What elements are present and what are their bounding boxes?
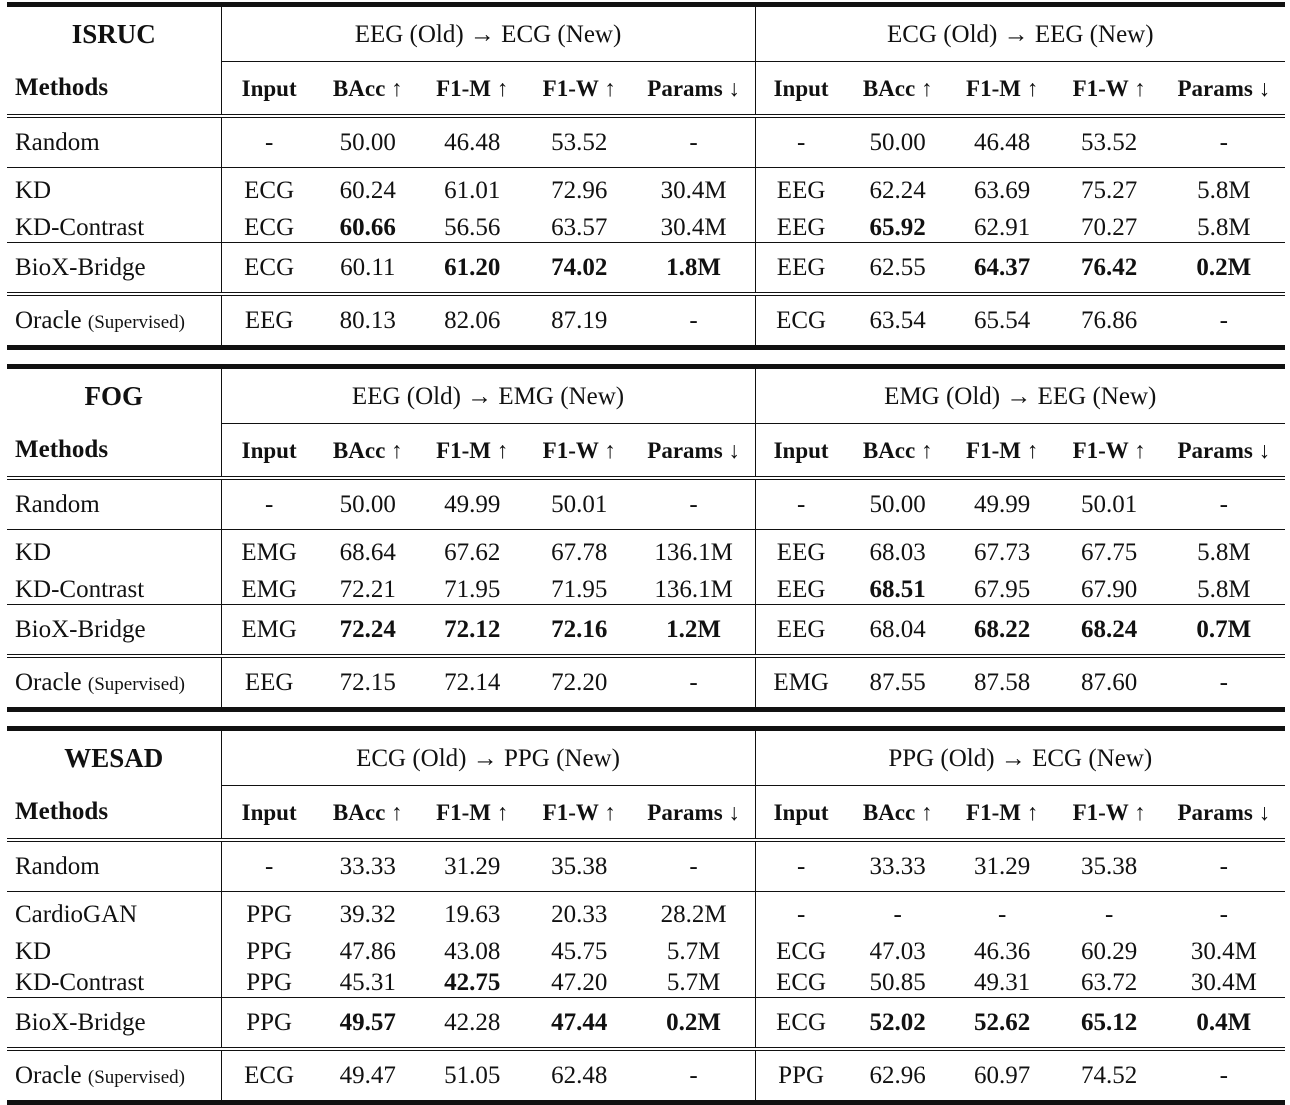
table-cell: EMG <box>221 605 317 657</box>
column-header: Input <box>221 786 317 841</box>
method-note: (Supervised) <box>87 1067 185 1088</box>
table-cell: 49.31 <box>974 968 1031 996</box>
table-cell: 64.37 <box>949 243 1056 295</box>
table-cell: 47.44 <box>526 998 633 1050</box>
row-oracle <box>7 1049 1285 1103</box>
transfer-direction-header: EMG (Old) → EEG (New) <box>755 367 1285 424</box>
table-cell: 31.29 <box>949 840 1056 892</box>
table-cell: 67.73 <box>949 530 1056 575</box>
table-cell: 67.75 <box>1056 530 1163 575</box>
column-header: Params ↓ <box>1177 799 1271 825</box>
method-label: KD <box>15 176 52 204</box>
table-cell: EEG <box>755 574 847 605</box>
table-cell: - <box>847 892 949 937</box>
table-cell: PPG <box>221 892 317 937</box>
table-cell: - <box>1163 478 1285 530</box>
table-cell: 51.05 <box>419 1049 526 1103</box>
method-name <box>7 530 221 575</box>
transfer-direction-header: EEG (Old) → EMG (New) <box>221 367 755 424</box>
table-cell: 52.62 <box>949 998 1056 1050</box>
table-cell: 49.99 <box>949 478 1056 530</box>
method-name <box>7 478 221 530</box>
table-cell: 67.90 <box>1081 575 1138 603</box>
table-cell: 72.14 <box>419 656 526 710</box>
methods-header: Methods <box>15 798 109 826</box>
table-cell: 33.33 <box>847 840 949 892</box>
table-cell: 45.31 <box>339 968 396 996</box>
table-cell: 136.1M <box>633 530 755 575</box>
row-baseline <box>7 212 1285 243</box>
column-header: BAcc ↑ <box>862 75 933 101</box>
table-cell: 62.91 <box>974 213 1031 241</box>
table-cell: ECG <box>755 294 847 348</box>
table-cell: 56.56 <box>444 213 501 241</box>
table-cell: - <box>755 840 847 892</box>
table-cell: 60.97 <box>949 1049 1056 1103</box>
table-cell: - <box>1163 840 1285 892</box>
method-name <box>7 936 221 967</box>
table-cell: 39.32 <box>317 892 419 937</box>
table-cell: 65.12 <box>1056 998 1163 1050</box>
table-cell: - <box>949 892 1056 937</box>
column-header: BAcc ↑ <box>332 75 403 101</box>
table-cell: 71.95 <box>551 575 608 603</box>
table-cell: - <box>1163 656 1285 710</box>
dataset-name: WESAD <box>7 729 221 786</box>
table-cell: 63.54 <box>847 294 949 348</box>
table-cell: 67.95 <box>974 575 1031 603</box>
table-cell: PPG <box>221 998 317 1050</box>
table-cell: 68.22 <box>949 605 1056 657</box>
table-cell: - <box>755 892 847 937</box>
table-cell: 72.16 <box>526 605 633 657</box>
table-cell: 80.13 <box>317 294 419 348</box>
column-header: F1-W ↑ <box>1072 799 1146 825</box>
table-cell: 72.21 <box>339 575 396 603</box>
table-cell: 72.20 <box>526 656 633 710</box>
column-header: Params ↓ <box>647 799 740 825</box>
table-cell: EEG <box>755 530 847 575</box>
method-name <box>7 967 221 998</box>
method-name <box>7 840 221 892</box>
table-cell: 50.01 <box>1056 478 1163 530</box>
header-row-columns <box>7 424 1285 479</box>
table-cell: 5.8M <box>1197 575 1251 603</box>
column-header: F1-M ↑ <box>436 437 509 463</box>
table-cell: 50.85 <box>869 968 926 996</box>
method-label: BioX-Bridge <box>15 254 146 281</box>
table-cell: - <box>633 1049 755 1103</box>
method-name <box>7 574 221 605</box>
method-name <box>7 605 221 657</box>
table-cell: - <box>1163 892 1285 937</box>
methods-header: Methods <box>15 436 109 464</box>
transfer-direction-header: ECG (Old) → PPG (New) <box>221 729 755 786</box>
header-row-groups <box>7 367 1285 424</box>
table-cell: PPG <box>755 1049 847 1103</box>
method-name <box>7 212 221 243</box>
table-cell: 46.36 <box>974 938 1031 965</box>
methods-header: Methods <box>15 74 109 102</box>
table-cell: ECG <box>221 243 317 295</box>
column-header: F1-M ↑ <box>436 75 509 101</box>
table-cell: PPG <box>221 967 317 998</box>
table-cell: 49.99 <box>419 478 526 530</box>
table-cell: - <box>221 116 317 168</box>
table-cell: 87.60 <box>1056 656 1163 710</box>
table-cell: ECG <box>221 1049 317 1103</box>
table-cell: 68.24 <box>1056 605 1163 657</box>
table-cell: 50.00 <box>847 478 949 530</box>
header-row-groups <box>7 729 1285 786</box>
table-cell: 70.27 <box>1081 213 1138 241</box>
table-cell: 52.02 <box>847 998 949 1050</box>
table-cell: ECG <box>221 212 317 243</box>
table-cell: 43.08 <box>444 938 501 965</box>
transfer-direction-header: EEG (Old) → ECG (New) <box>221 5 755 62</box>
table-cell: 62.48 <box>526 1049 633 1103</box>
table-cell: - <box>633 294 755 348</box>
table-cell: 87.55 <box>847 656 949 710</box>
method-label: BioX-Bridge <box>15 616 146 643</box>
table-cell: 30.4M <box>633 168 755 213</box>
table-cell: EMG <box>221 530 317 575</box>
method-note: (Supervised) <box>87 312 185 333</box>
table-cell: 60.66 <box>339 213 396 241</box>
row-baseline <box>7 530 1285 575</box>
table-cell: 30.4M <box>660 213 727 241</box>
table-cell: 30.4M <box>1190 968 1257 996</box>
table-cell: 71.95 <box>444 575 501 603</box>
table-cell: 28.2M <box>633 892 755 937</box>
table-cell: 5.8M <box>1163 530 1285 575</box>
row-oracle <box>7 294 1285 348</box>
header-row-columns <box>7 62 1285 117</box>
table-cell: 87.19 <box>526 294 633 348</box>
table-cell: - <box>221 840 317 892</box>
method-label: Random <box>15 853 100 880</box>
table-cell: 50.01 <box>526 478 633 530</box>
table-cell: 75.27 <box>1056 168 1163 213</box>
method-label: Oracle <box>15 1062 82 1089</box>
table-cell: EMG <box>221 574 317 605</box>
table-fog <box>7 364 1285 712</box>
table-cell: 61.20 <box>419 243 526 295</box>
table-cell: 62.24 <box>847 168 949 213</box>
table-cell: 65.92 <box>869 213 926 241</box>
table-cell: 74.52 <box>1056 1049 1163 1103</box>
table-cell: - <box>1163 1049 1285 1103</box>
table-cell: 68.64 <box>317 530 419 575</box>
column-header: Input <box>755 62 847 117</box>
table-cell: ECG <box>221 168 317 213</box>
method-name <box>7 998 221 1050</box>
column-header: F1-M ↑ <box>966 799 1039 825</box>
table-cell: 46.48 <box>419 116 526 168</box>
column-header: Input <box>755 786 847 841</box>
row-baseline <box>7 892 1285 937</box>
table-cell: EMG <box>755 656 847 710</box>
table-cell: 33.33 <box>317 840 419 892</box>
column-header: Input <box>755 424 847 479</box>
table-cell: 50.00 <box>317 478 419 530</box>
table-cell: 0.7M <box>1163 605 1285 657</box>
table-cell: 47.86 <box>339 938 396 965</box>
table-cell: 5.8M <box>1163 168 1285 213</box>
column-header: F1-M ↑ <box>966 437 1039 463</box>
table-cell: 0.4M <box>1163 998 1285 1050</box>
table-cell: 0.2M <box>1163 243 1285 295</box>
table-cell: EEG <box>755 212 847 243</box>
column-header: Params ↓ <box>1177 75 1271 101</box>
table-cell: PPG <box>221 936 317 967</box>
column-header: Input <box>221 62 317 117</box>
table-cell: 72.12 <box>419 605 526 657</box>
method-name <box>7 168 221 213</box>
table-wesad <box>7 726 1285 1105</box>
column-header: BAcc ↑ <box>862 799 933 825</box>
row-baseline <box>7 168 1285 213</box>
row-random <box>7 116 1285 168</box>
table-cell: 63.57 <box>551 213 608 241</box>
table-cell: 42.75 <box>444 968 501 996</box>
method-note: (Supervised) <box>87 674 185 695</box>
table-cell: EEG <box>755 243 847 295</box>
table-cell: EEG <box>221 294 317 348</box>
table-cell: 42.28 <box>419 998 526 1050</box>
table-cell: EEG <box>755 168 847 213</box>
table-cell: 5.8M <box>1197 213 1251 241</box>
method-label: Random <box>15 129 100 156</box>
table-cell: ECG <box>755 998 847 1050</box>
table-cell: 60.24 <box>317 168 419 213</box>
row-baseline <box>7 936 1285 967</box>
column-header: BAcc ↑ <box>862 437 933 463</box>
method-name <box>7 243 221 295</box>
table-cell: 72.96 <box>526 168 633 213</box>
table-cell: - <box>633 116 755 168</box>
table-cell: - <box>633 656 755 710</box>
table-cell: 31.29 <box>419 840 526 892</box>
transfer-direction-header: PPG (Old) → ECG (New) <box>755 729 1285 786</box>
table-cell: - <box>1163 116 1285 168</box>
column-header: Input <box>221 424 317 479</box>
row-baseline <box>7 967 1285 998</box>
table-cell: 60.29 <box>1081 938 1138 965</box>
table-cell: 62.55 <box>847 243 949 295</box>
table-cell: 45.75 <box>551 938 608 965</box>
method-label: Random <box>15 491 100 518</box>
column-header: Params ↓ <box>647 437 740 463</box>
table-cell: - <box>1163 294 1285 348</box>
table-cell: - <box>221 478 317 530</box>
method-label: KD-Contrast <box>15 968 145 996</box>
table-cell: 74.02 <box>526 243 633 295</box>
table-cell: 50.00 <box>317 116 419 168</box>
table-cell: 49.47 <box>317 1049 419 1103</box>
table-cell: - <box>1056 892 1163 937</box>
transfer-direction-header: ECG (Old) → EEG (New) <box>755 5 1285 62</box>
table-cell: 76.86 <box>1056 294 1163 348</box>
table-cell: - <box>633 478 755 530</box>
table-cell: 136.1M <box>654 575 733 603</box>
table-cell: 68.03 <box>847 530 949 575</box>
table-cell: 65.54 <box>949 294 1056 348</box>
column-header: Params ↓ <box>1177 437 1271 463</box>
method-label: KD-Contrast <box>15 575 145 603</box>
table-cell: 61.01 <box>419 168 526 213</box>
table-cell: 82.06 <box>419 294 526 348</box>
dataset-name: FOG <box>7 367 221 424</box>
row-biox-bridge <box>7 243 1285 295</box>
method-label: Oracle <box>15 669 82 696</box>
table-cell: 67.78 <box>526 530 633 575</box>
table-cell: 76.42 <box>1056 243 1163 295</box>
header-row-columns <box>7 786 1285 841</box>
table-cell: 5.7M <box>666 938 721 965</box>
table-cell: 62.96 <box>847 1049 949 1103</box>
table-cell: - <box>755 478 847 530</box>
table-cell: 67.62 <box>419 530 526 575</box>
row-random <box>7 840 1285 892</box>
column-header: BAcc ↑ <box>332 799 403 825</box>
row-biox-bridge <box>7 998 1285 1050</box>
table-cell: 63.69 <box>949 168 1056 213</box>
column-header: F1-W ↑ <box>1072 75 1146 101</box>
table-cell: 49.57 <box>317 998 419 1050</box>
table-cell: - <box>633 840 755 892</box>
column-header: F1-W ↑ <box>542 799 616 825</box>
table-cell: 20.33 <box>526 892 633 937</box>
table-cell: 5.7M <box>666 968 721 996</box>
table-cell: EEG <box>221 656 317 710</box>
table-cell: 53.52 <box>526 116 633 168</box>
column-header: BAcc ↑ <box>332 437 403 463</box>
row-random <box>7 478 1285 530</box>
table-cell: 30.4M <box>1190 938 1257 965</box>
column-header: F1-W ↑ <box>1072 437 1146 463</box>
table-cell: 53.52 <box>1056 116 1163 168</box>
table-cell: 68.51 <box>869 575 926 603</box>
column-header: F1-M ↑ <box>436 799 509 825</box>
method-label: KD <box>15 538 52 566</box>
table-cell: 0.2M <box>633 998 755 1050</box>
header-row-groups <box>7 5 1285 62</box>
table-cell: 19.63 <box>419 892 526 937</box>
table-cell: 87.58 <box>949 656 1056 710</box>
table-cell: 50.00 <box>847 116 949 168</box>
row-baseline <box>7 574 1285 605</box>
method-label: BioX-Bridge <box>15 1009 146 1036</box>
table-cell: 72.15 <box>317 656 419 710</box>
table-cell: 35.38 <box>1056 840 1163 892</box>
table-cell: ECG <box>755 967 847 998</box>
column-header: Params ↓ <box>647 75 740 101</box>
row-biox-bridge <box>7 605 1285 657</box>
method-label: CardioGAN <box>15 900 138 928</box>
table-cell: ECG <box>755 936 847 967</box>
column-header: F1-M ↑ <box>966 75 1039 101</box>
method-name <box>7 1049 221 1103</box>
table-cell: 63.72 <box>1081 968 1138 996</box>
table-cell: 1.8M <box>633 243 755 295</box>
table-cell: 1.2M <box>633 605 755 657</box>
table-cell: 46.48 <box>949 116 1056 168</box>
table-cell: EEG <box>755 605 847 657</box>
row-oracle <box>7 656 1285 710</box>
column-header: F1-W ↑ <box>542 437 616 463</box>
method-label: Oracle <box>15 307 82 334</box>
table-cell: - <box>755 116 847 168</box>
table-cell: 47.20 <box>551 968 608 996</box>
method-name <box>7 116 221 168</box>
table-cell: 35.38 <box>526 840 633 892</box>
table-cell: 72.24 <box>317 605 419 657</box>
method-name <box>7 892 221 937</box>
method-label: KD <box>15 938 52 965</box>
dataset-name: ISRUC <box>7 5 221 62</box>
table-cell: 60.11 <box>317 243 419 295</box>
table-isruc <box>7 2 1285 350</box>
table-cell: 47.03 <box>869 938 926 965</box>
method-name <box>7 294 221 348</box>
column-header: F1-W ↑ <box>542 75 616 101</box>
method-label: KD-Contrast <box>15 213 145 241</box>
table-cell: 68.04 <box>847 605 949 657</box>
method-name <box>7 656 221 710</box>
